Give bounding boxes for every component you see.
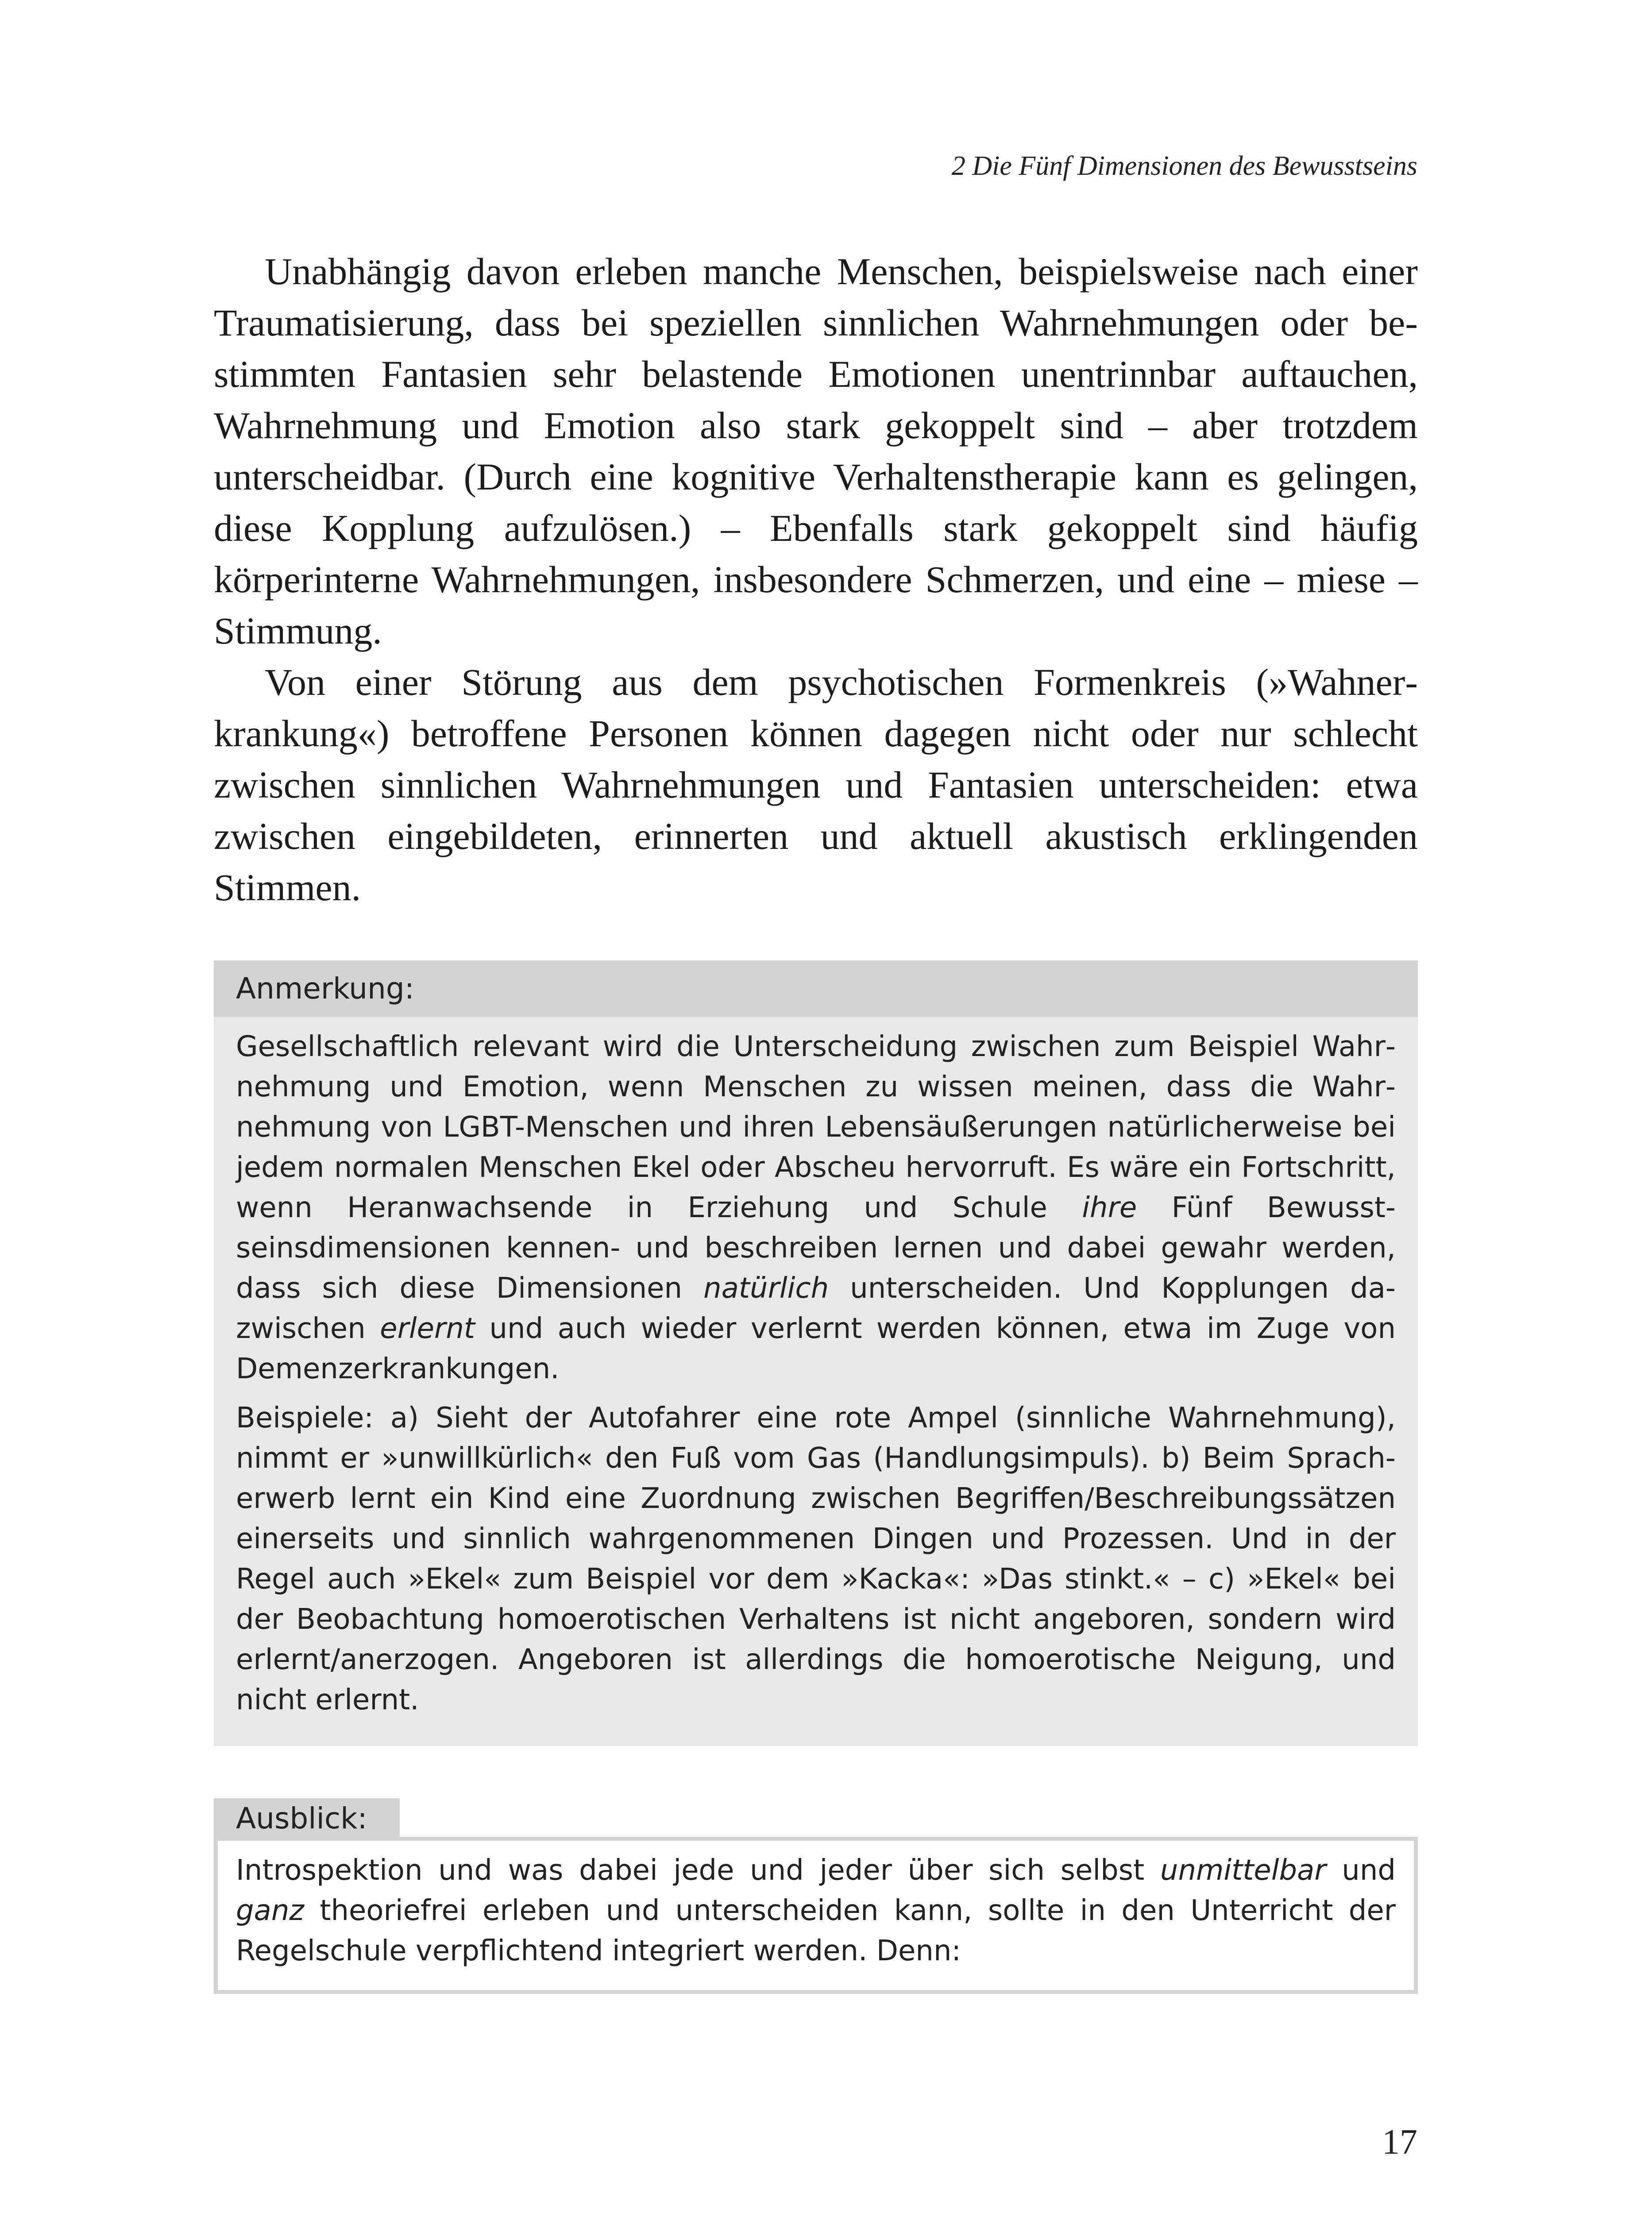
outlook-text: und (1326, 1854, 1396, 1887)
note-paragraph (236, 1027, 1396, 1389)
note-text: unterscheiden. Und Kopplungen dazwischen (236, 1272, 1396, 1345)
paragraph: Unabhängig davon erleben manche Menschen, beispielsweise nach einer Traumatisierung, dass bei speziellen sinnlichen Wahrnehmungen oder be-stimmten Fantasien sehr belastende Emotionen unentrinnbar auftauchen, Wahrnehmung und Emotion also stark gekoppelt sind – aber trotzdem unterscheidbar. (Durch eine kognitive Verhaltenstherapie kann es gelingen, diese Kopplung aufzulösen.) – Ebenfalls stark gekoppelt sind häufig körperinterne Wahrnehmungen, insbesondere Schmerzen, und eine – miese – Stimmung. (214, 250, 1418, 652)
note-box (214, 960, 1418, 1746)
note-text: Fünf Bewusstseinsdimensionen kennen- und beschreiben lernen und dabei gewahr werden, dass sich diese Dimensionen (236, 1191, 1396, 1305)
running-head: 2 Die Fünf Dimensionen des Bewusstseins (951, 151, 1417, 181)
note-emphasis: natürlich (703, 1272, 829, 1305)
outlook-text: theoriefrei erleben und unterscheiden kann, sollte in den Unterricht der Regelschule verpflichtend integriert werden. Denn: (236, 1894, 1396, 1967)
note-title: Anmerkung: (214, 960, 1418, 1017)
outlook-text: Introspektion und was dabei jede und jeder über sich selbst (236, 1854, 1160, 1887)
paragraph: Von einer Störung aus dem psychotischen Formenkreis (»Wahnerkrankung«) betroffene Personen können dagegen nicht oder nur schlecht zwischen sinnlichen Wahrnehmungen und Fantasien unterscheiden: etwa zwischen eingebildeten, erinnerten und aktuell akustisch erklingenden Stimmen. (214, 661, 1418, 909)
note-text: Gesellschaftlich relevant wird die Unterscheidung zwischen zum Beispiel Wahrnehmung und Emotion, wenn Menschen zu wissen meinen, dass die Wahrnehmung von LGBT-Menschen und ihren Lebensäußerungen natürlicherweise bei jedem normalen Menschen Ekel oder Abscheu hervorruft. Es wäre ein Fortschritt, wenn Heranwachsende in Erziehung und Schule (236, 1030, 1396, 1224)
note-body (214, 1017, 1418, 1720)
outlook-paragraph (236, 1851, 1396, 1971)
note-text: und auch wieder verlernt werden können, etwa im Zuge von Demenzerkrankungen. (236, 1312, 1396, 1385)
note-emphasis: erlernt (380, 1312, 475, 1345)
outlook-emphasis: unmittelbar (1160, 1854, 1326, 1887)
main-text (214, 246, 1418, 913)
outlook-emphasis: ganz (236, 1894, 304, 1927)
outlook-body (218, 1841, 1414, 1971)
outlook-title: Ausblick: (214, 1798, 400, 1838)
note-paragraph: Beispiele: a) Sieht der Autofahrer eine rote Ampel (sinnliche Wahrnehmung), nimmt er »unwillkürlich« den Fuß vom Gas (Handlungsimpuls). b) Beim Spracherwerb lernt ein Kind eine Zuordnung zwischen Begriffen/Beschreibungssätzen einerseits und sinnlich wahrgenommenen Dingen und Prozessen. Und in der Regel auch »Ekel« zum Beispiel vor dem »Kacka«: »Das stinkt.« – c) »Ekel« bei der Beobachtung homoerotischen Verhaltens ist nicht angeboren, sondern wird erlernt/anerzogen. Angeboren ist allerdings die homoerotische Neigung, und nicht erlernt. (236, 1402, 1396, 1716)
outlook-box (214, 1837, 1418, 1994)
page-number: 17 (1382, 2123, 1417, 2162)
note-emphasis: ihre (1082, 1191, 1137, 1224)
